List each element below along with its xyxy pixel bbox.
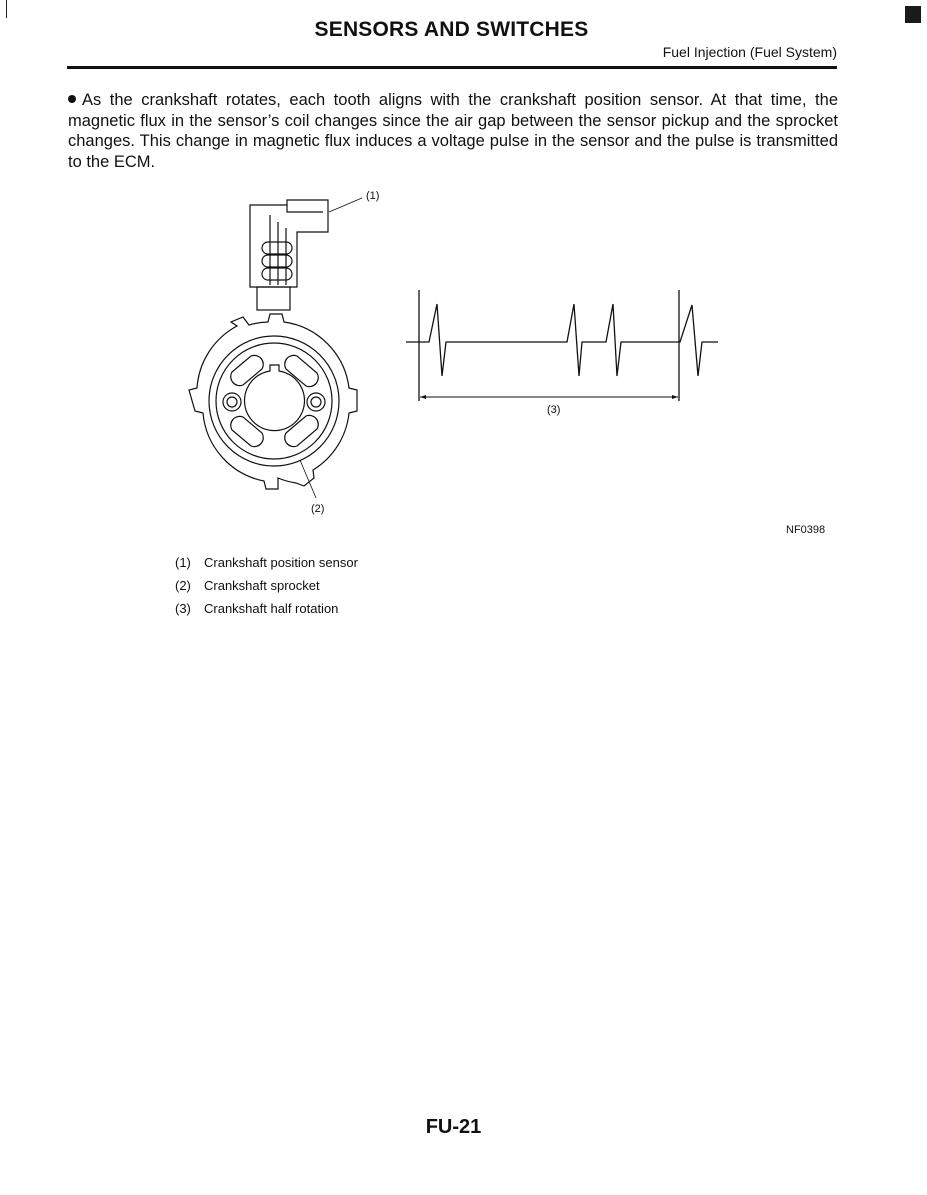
figure-code: NF0398 xyxy=(786,524,826,536)
legend-number: (3) xyxy=(175,601,191,616)
legend-text: Crankshaft half rotation xyxy=(204,601,339,616)
subsection-title: Fuel Injection (Fuel System) xyxy=(662,44,837,60)
legend-item xyxy=(175,578,358,601)
legend-text: Crankshaft sprocket xyxy=(204,578,320,593)
paragraph-text: As the crankshaft rotates, each tooth aligns with the crankshaft position sensor. At that time, the magnetic flux in the sensor’s coil changes since the air gap between the sensor pickup and the sprocket changes. This change in magnetic flux induces a voltage pulse in the sensor and the pulse is transmitted to the ECM. xyxy=(68,91,838,171)
page-number: FU-21 xyxy=(425,1116,482,1138)
callout-1: (1) xyxy=(366,190,380,202)
voltage-pulse-waveform xyxy=(406,290,718,401)
crankshaft-sprocket xyxy=(189,314,357,489)
callout-3: (3) xyxy=(547,404,561,416)
legend-number: (2) xyxy=(175,578,191,593)
legend-item xyxy=(175,555,358,578)
callout-1-leader xyxy=(329,198,362,212)
section-title: SENSORS AND SWITCHES xyxy=(314,18,589,41)
crankshaft-position-sensor xyxy=(250,200,328,310)
legend-item xyxy=(175,601,358,624)
legend-number: (1) xyxy=(175,555,191,570)
legend-text: Crankshaft position sensor xyxy=(204,555,358,570)
callout-2: (2) xyxy=(311,503,325,515)
figure-legend xyxy=(175,555,358,624)
